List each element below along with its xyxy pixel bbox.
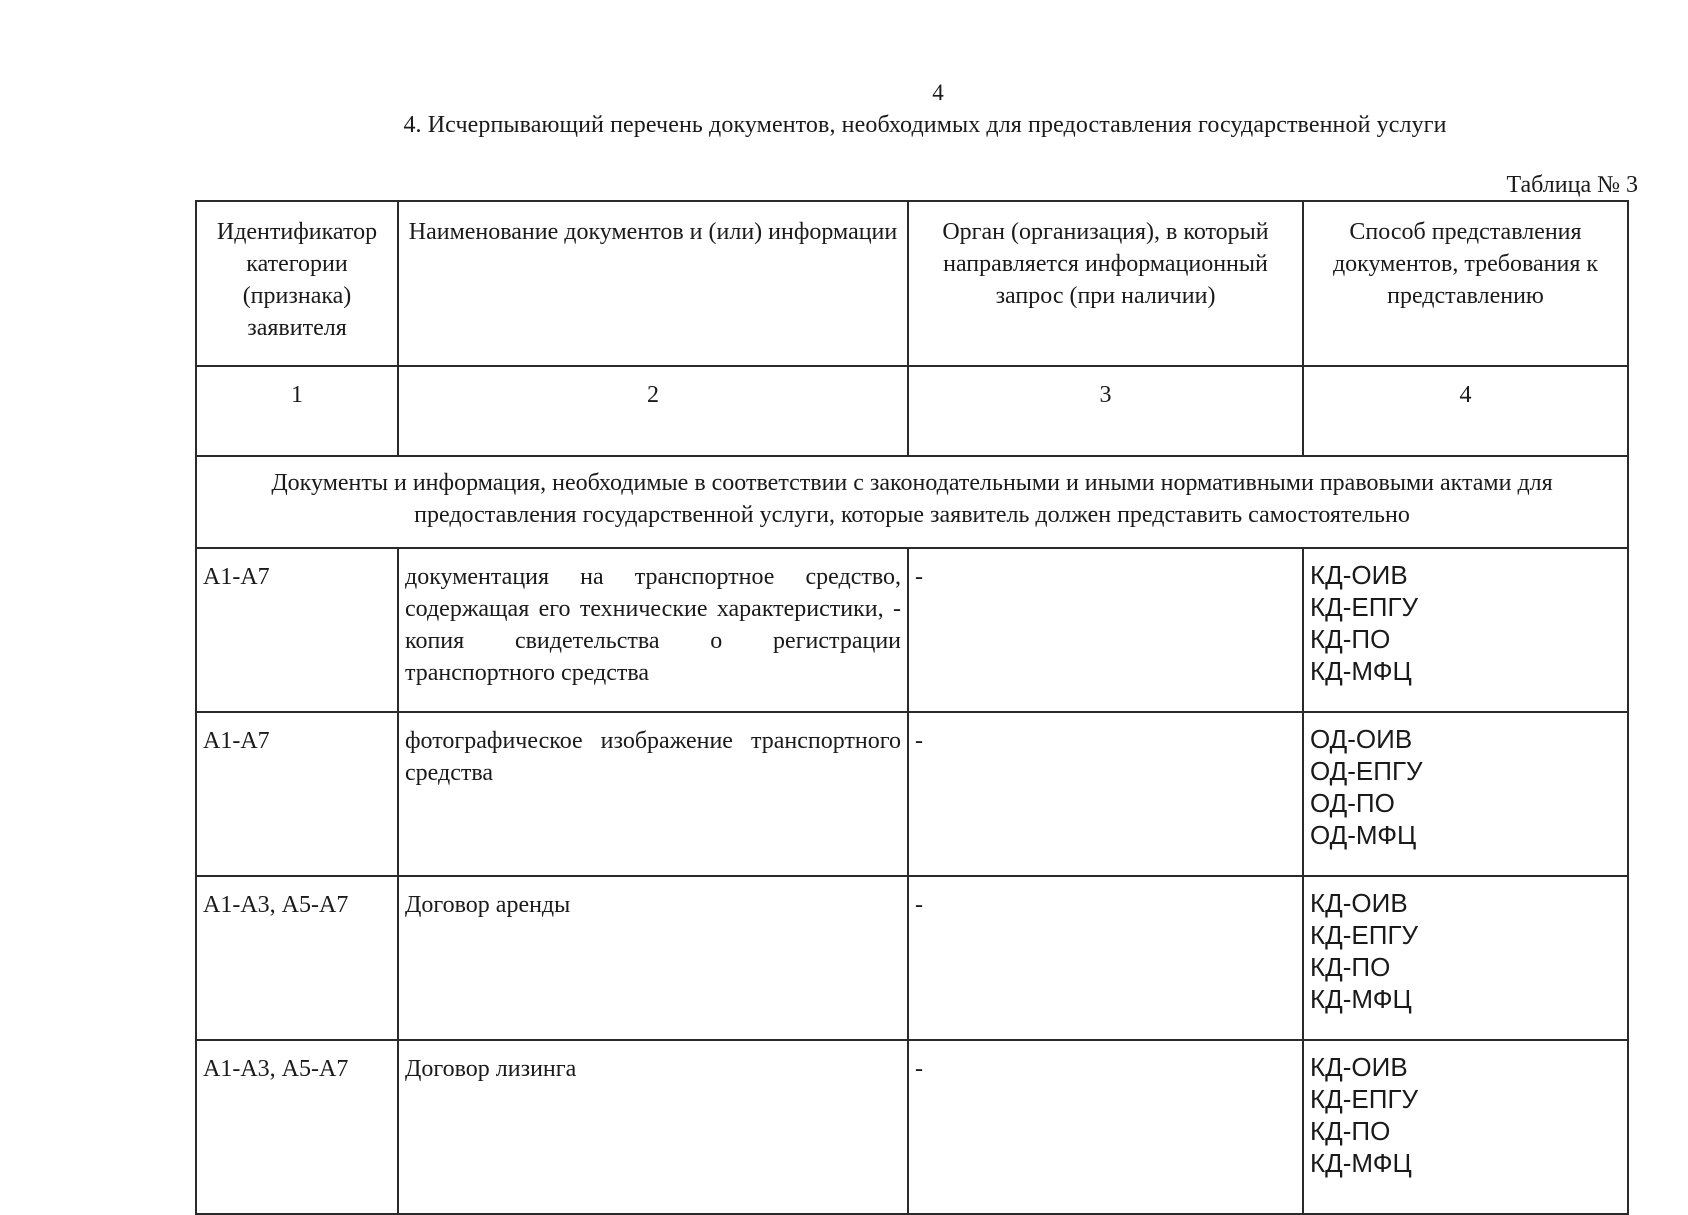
organization-cell: - — [908, 712, 1303, 876]
method-item: ОД-МФЦ — [1310, 820, 1417, 850]
method-item: КД-ПО — [1310, 624, 1391, 654]
submission-method-cell — [1303, 876, 1628, 1040]
method-item: ОД-ЕПГУ — [1310, 756, 1423, 786]
method-item: КД-ОИВ — [1310, 560, 1408, 590]
documents-table — [195, 200, 1629, 1215]
table-header-row — [196, 201, 1628, 366]
method-item: КД-ЕПГУ — [1310, 1084, 1419, 1114]
method-item: КД-ЕПГУ — [1310, 592, 1419, 622]
method-item: КД-МФЦ — [1310, 656, 1412, 686]
method-item: КД-ЕПГУ — [1310, 920, 1419, 950]
column-number: 4 — [1303, 366, 1628, 456]
header-applicant-category: Идентификатор категории (признака) заявителя — [196, 201, 398, 366]
organization-cell: - — [908, 876, 1303, 1040]
header-document-name: Наименование документов и (или) информации — [398, 201, 908, 366]
submission-method-cell — [1303, 712, 1628, 876]
table-row — [196, 1040, 1628, 1214]
submission-method-cell — [1303, 548, 1628, 712]
organization-cell: - — [908, 548, 1303, 712]
method-item: КД-ПО — [1310, 1116, 1391, 1146]
method-item: КД-МФЦ — [1310, 984, 1412, 1014]
document-name-cell: фотографическое изображение транспортного средства — [398, 712, 908, 876]
document-name-cell: Договор аренды — [398, 876, 908, 1040]
method-item: ОД-ОИВ — [1310, 724, 1413, 754]
page-number: 4 — [932, 80, 944, 105]
applicant-id-cell: А1-А7 — [196, 712, 398, 876]
document-name-cell: Договор лизинга — [398, 1040, 908, 1214]
header-request-organization: Орган (организация), в который направляется информационный запрос (при наличии) — [908, 201, 1303, 366]
method-item: КД-ОИВ — [1310, 1052, 1408, 1082]
document-name-cell: документация на транспортное средство, содержащая его технические характеристики, - копия свидетельства о регистрации транспортного средства — [398, 548, 908, 712]
table-row — [196, 876, 1628, 1040]
applicant-id-cell: А1-А3, А5-А7 — [196, 876, 398, 1040]
column-numbers-row — [196, 366, 1628, 456]
group-title-row — [196, 456, 1628, 548]
section-title: 4. Исчерпывающий перечень документов, необходимых для предоставления государственной услуги — [403, 112, 1447, 138]
table-label: Таблица № 3 — [1506, 172, 1638, 198]
table-row — [196, 712, 1628, 876]
applicant-id-cell: А1-А3, А5-А7 — [196, 1040, 398, 1214]
method-item: КД-ОИВ — [1310, 888, 1408, 918]
column-number: 1 — [196, 366, 398, 456]
column-number: 2 — [398, 366, 908, 456]
table-row — [196, 548, 1628, 712]
method-item: КД-ПО — [1310, 952, 1391, 982]
method-item: ОД-ПО — [1310, 788, 1395, 818]
organization-cell: - — [908, 1040, 1303, 1214]
method-item: КД-МФЦ — [1310, 1148, 1412, 1178]
header-submission-method: Способ представления документов, требования к представлению — [1303, 201, 1628, 366]
applicant-id-cell: А1-А7 — [196, 548, 398, 712]
column-number: 3 — [908, 366, 1303, 456]
submission-method-cell — [1303, 1040, 1628, 1214]
group-title: Документы и информация, необходимые в соответствии с законодательными и иными нормативными правовыми актами для предоставления государственной услуги, которые заявитель должен представить самостоятельно — [196, 456, 1628, 548]
